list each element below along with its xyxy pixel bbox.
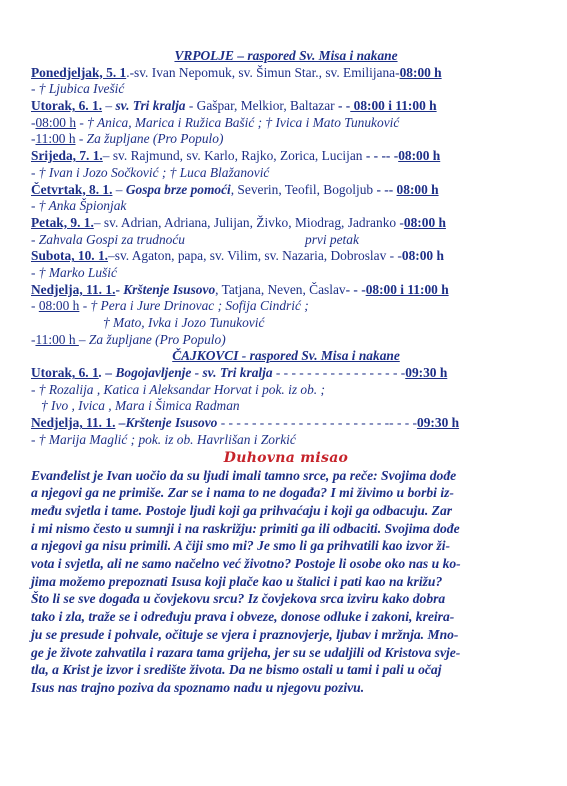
sunday-intention-1-time: 08:00 h bbox=[38, 298, 80, 314]
sunday-row bbox=[31, 282, 541, 299]
friday-day: Petak, 9. 1. bbox=[31, 214, 94, 230]
sunday-dashes: - - - bbox=[345, 281, 366, 297]
sunday-time: 08:00 i 11:00 h bbox=[365, 281, 449, 297]
spiritual-thought-line: ge je živote zahvatila i razara tama grijeha, jer su se udaljili od Kristova svje- bbox=[31, 644, 461, 660]
tuesday-intention-2 bbox=[31, 131, 541, 148]
sunday-intention-3 bbox=[31, 332, 541, 349]
sunday-saints: , Tatjana, Neven, Časlav bbox=[215, 281, 346, 297]
wednesday-dashes: - - -- - bbox=[365, 148, 399, 164]
spiritual-thought-line: vota i svjetla, ali ne samo načelno već životno? Postoje li osobe oko nas u ko- bbox=[31, 556, 461, 572]
tuesday-feast: sv. Tri kralja bbox=[115, 98, 186, 114]
monday-row bbox=[31, 65, 541, 82]
cajkovci-tuesday-feast: . – Bogojavljenje - sv. Tri kralja bbox=[98, 365, 276, 381]
sunday-intention-2: † Mato, Ivka i Jozo Tunuković bbox=[103, 315, 265, 330]
friday-row bbox=[31, 215, 541, 232]
cajkovci-sunday-day: Nedjelja, 11. 1. bbox=[31, 415, 116, 431]
monday-day: Ponedjeljak, 5. 1 bbox=[31, 64, 127, 80]
sunday-day: Nedjelja, 11. 1. bbox=[31, 281, 116, 297]
wednesday-time: 08:00 h bbox=[398, 148, 441, 164]
wednesday-saints: – sv. Rajmund, sv. Karlo, Rajko, Zorica, Lucijan bbox=[102, 148, 366, 164]
cajkovci-sunday-feast: –Krštenje Isusovo bbox=[115, 415, 221, 431]
tuesday-intention-1 bbox=[31, 115, 541, 132]
friday-intention bbox=[31, 232, 541, 249]
cajkovci-tuesday-time: 09:30 h bbox=[405, 365, 448, 381]
sunday-feast: Krštenje Isusovo bbox=[123, 281, 216, 297]
friday-intention-text: - Zahvala Gospi za trudnoću bbox=[31, 231, 185, 247]
spiritual-thought-line: a njegovi ga ne primiše. Zar se i nama to ne događa? I mi živimo u borbi iz- bbox=[31, 485, 454, 501]
thursday-row bbox=[31, 182, 541, 199]
spiritual-thought-line: Što li se sve događa u čovjekovu srcu? Iz čovjekova srca izviru kako dobra bbox=[31, 591, 446, 607]
sunday-intention-3-text: – Za župljane (Pro Populo) bbox=[78, 331, 226, 347]
tuesday-intention-2-prefix: - bbox=[31, 131, 36, 147]
cajkovci-title bbox=[31, 348, 541, 365]
thursday-dashes: - -- bbox=[376, 181, 397, 197]
cajkovci-sunday-dashes: - - - - - - - - - - - - - - - - - - - - - -- - - - bbox=[220, 415, 418, 431]
vrpolje-title-text: VRPOLJE – raspored Sv. Misa i nakane bbox=[174, 48, 398, 63]
thursday-dash: – bbox=[112, 181, 126, 197]
saturday-time: 08:00 h bbox=[401, 248, 444, 264]
wednesday-day: Srijeda, 7. 1. bbox=[31, 148, 103, 164]
saturday-row bbox=[31, 248, 541, 265]
friday-time: 08:00 h bbox=[403, 214, 446, 230]
monday-saints: .-sv. Ivan Nepomuk, sv. Šimun Star., sv. Emilijana- bbox=[126, 64, 400, 80]
spiritual-thought-line: a njegovi ga nisu primili. A čiji smo mi? Je smo li ga prihvatili kao izvor ži- bbox=[31, 538, 451, 554]
thursday-saints: , Severin, Teofil, Bogoljub bbox=[230, 181, 377, 197]
friday-saints: – sv. Adrian, Adriana, Julijan, Živko, Miodrag, Jadranko - bbox=[93, 214, 404, 230]
thursday-time: 08:00 h bbox=[396, 181, 439, 197]
tuesday-intention-2-text: - Za župljane (Pro Populo) bbox=[75, 131, 224, 147]
tuesday-intention-2-time: 11:00 h bbox=[35, 131, 76, 147]
tuesday-dashes: - - bbox=[338, 98, 351, 114]
wednesday-row bbox=[31, 148, 541, 165]
sunday-intention-3-time: 11:00 h bbox=[35, 331, 79, 347]
spiritual-thought-line: ju se presude i pohvale, očituje se vjera i praznovjerje, ljubav i mržnja. Mno- bbox=[31, 626, 459, 642]
spiritual-thought-line: Evanđelist je Ivan uočio da su ljudi imali tamno srce, pa reče: Svojima dođe bbox=[31, 467, 457, 483]
spiritual-thought-text bbox=[31, 467, 541, 697]
spiritual-thought-line: i mi nismo često u sumnji i na raskrižju: primiti ga ili odbaciti. Svojima dođe bbox=[31, 520, 460, 536]
sunday-dash: - bbox=[115, 281, 124, 297]
cajkovci-sunday-time: 09:30 h bbox=[417, 415, 460, 431]
tuesday-intention-1-text: - † Anica, Marica i Ružica Bašić ; † Ivica i Mato Tunuković bbox=[76, 114, 400, 130]
monday-time: 08:00 h bbox=[399, 64, 442, 80]
saturday-day: Subota, 10. 1. bbox=[31, 248, 109, 264]
spiritual-thought-line: tako i zla, traže se i određuju prava i obveze, donose odluke i zakoni, kreira- bbox=[31, 609, 455, 625]
vrpolje-title bbox=[31, 48, 541, 65]
spiritual-thought-title: Duhovna misao bbox=[223, 449, 349, 466]
friday-first-friday-note: prvi petak bbox=[305, 231, 359, 247]
saturday-intention: - † Marko Lušić bbox=[31, 264, 117, 280]
sunday-intention-1-text: - † Pera i Jure Drinovac ; Sofija Cindrić ; bbox=[79, 298, 309, 314]
bulletin-page bbox=[31, 48, 541, 697]
tuesday-row bbox=[31, 98, 541, 115]
tuesday-intention-1-prefix: - bbox=[31, 114, 36, 130]
monday-intention: - † Ljubica Ivešić bbox=[31, 81, 125, 97]
thursday-feast: Gospa brze pomoći bbox=[125, 181, 231, 197]
cajkovci-tuesday-day: Utorak, 6. 1 bbox=[31, 365, 99, 381]
tuesday-saints: - Gašpar, Melkior, Baltazar bbox=[185, 98, 338, 114]
wednesday-intention: - † Ivan i Jozo Sočković ; † Luca Blažanović bbox=[31, 164, 270, 180]
tuesday-day: Utorak, 6. 1. bbox=[31, 98, 103, 114]
cajkovci-sunday-row bbox=[31, 415, 541, 432]
spiritual-thought-line: Isus nas trajno poziva da spoznamo nadu u njegovu pozivu. bbox=[31, 679, 365, 695]
saturday-saints: –sv. Agaton, papa, sv. Vilim, sv. Nazaria, Dobroslav - - bbox=[108, 248, 402, 264]
sunday-intention-1 bbox=[31, 298, 541, 315]
cajkovci-tuesday-intention-2: † Ivo , Ivica , Mara i Šimica Radman bbox=[41, 398, 240, 414]
sunday-intention-1-prefix: - bbox=[31, 298, 39, 314]
tuesday-intention-1-time: 08:00 h bbox=[35, 114, 77, 130]
spiritual-thought-line: tla, a Krist je izvor i središte života. Da ne bismo ostali u tami i pali u očaj bbox=[31, 662, 442, 678]
spiritual-thought-line: jima možemo prepoznati Isusa koji plače kao u štalici i pati kao na križu? bbox=[31, 573, 443, 589]
tuesday-time: 08:00 i 11:00 h bbox=[350, 98, 437, 114]
sunday-intention-3-prefix: - bbox=[31, 331, 36, 347]
tuesday-dash: – bbox=[102, 98, 116, 114]
cajkovci-tuesday-dashes: - - - - - - - - - - - - - - - - - bbox=[275, 365, 406, 381]
cajkovci-tuesday-row bbox=[31, 365, 541, 382]
cajkovci-title-text: ČAJKOVCI - raspored Sv. Misa i nakane bbox=[172, 348, 400, 364]
spiritual-thought-line: među svjetla i tame. Postoje ljudi koji ga prihvaćaju i koji ga odbacuju. Zar bbox=[31, 502, 453, 518]
cajkovci-sunday-intention: - † Marija Maglić ; pok. iz ob. Havrlišan i Zorkić bbox=[31, 431, 296, 447]
thursday-intention: - † Anka Špionjak bbox=[31, 198, 127, 214]
thursday-day: Četvrtak, 8. 1. bbox=[31, 181, 113, 197]
cajkovci-tuesday-intention-1: - † Rozalija , Katica i Aleksandar Horvat i pok. iz ob. ; bbox=[31, 381, 325, 397]
